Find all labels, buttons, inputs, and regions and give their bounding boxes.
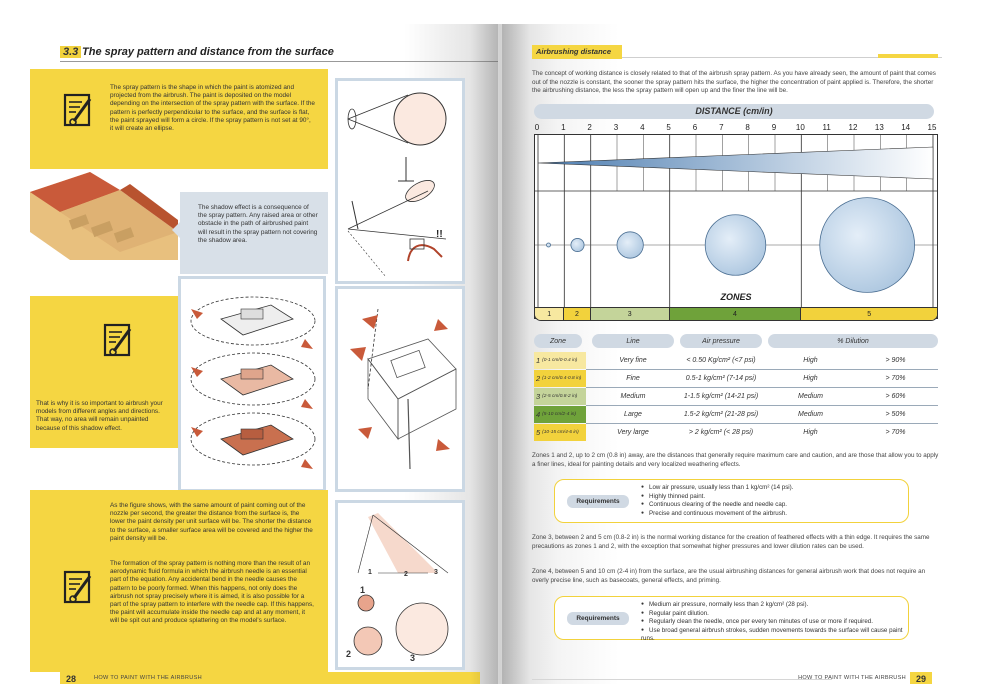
dilution-value-cell: > 70% (885, 375, 906, 382)
list-item: ● Medium air pressure, normally less than 2 kg/cm² (28 psi). (641, 601, 908, 610)
table-row (534, 388, 938, 405)
table-row (534, 406, 938, 423)
dilution-value-cell: > 90% (885, 357, 906, 364)
requirements-label: Requirements (567, 495, 629, 508)
fig-label: 1 (360, 585, 366, 595)
dilution-level-cell: Medium (798, 393, 823, 400)
zone-cell: 3 (2-5 cm/0.8-2 in) (534, 388, 586, 405)
needle-paragraph: The formation of the spray pattern is nothing more than the result of an aerodynamic fluid formula in which the airbrush needle is an essential part of the equation. Any accidental bend in the needle causes the pattern to be poorly formed. When this happens, not only does the airbrush not spray precisely where it is aimed, it is also possible for a part of the spray pattern to interfere with the needle cap. If this happens, the paint will accumulate inside the needle cap and at any moment, it will be spit out and produce splattering on the model's surface. (110, 560, 314, 625)
distance-tick-label: 10 (795, 123, 805, 132)
note-icon (60, 91, 96, 131)
distance-tick-label: 9 (771, 123, 777, 132)
right-footer (798, 672, 932, 684)
requirements-box-1 (554, 479, 909, 523)
zone-cell: 5 (10-15 cm/4-6 in) (534, 424, 586, 441)
zone-cell: 2 (1-2 cm/0.4-0.8 in) (534, 370, 586, 387)
spray-pattern-paragraph: The spray pattern is the shape in which the paint is atomized and projected from the airbrush. The paint is deposited on the model depending on the intersection of the spray pattern with the surface. If the pattern is perfectly perpendicular to the surface, and the surface is flat, the paint sprayed will form a circle. If the spray pattern is not set at 90°, it will create an ellipse. (110, 84, 315, 133)
table-row (534, 424, 938, 441)
table-header-pressure: Air pressure (680, 334, 762, 348)
distance-tick-label: 4 (640, 123, 645, 132)
list-item: ● Low air pressure, usually less than 1 kg/cm² (14 psi). (641, 484, 793, 493)
spray-circle (571, 238, 584, 251)
pressure-cell: < 0.50 Kg/cm² (<7 psi) (686, 357, 756, 364)
line-cell: Very fine (619, 357, 647, 364)
intro-paragraph: The concept of working distance is closely related to that of the airbrush spray pattern. As you have already seen, the amount of paint that comes out of the nozzle is constant, the sooner the spray pattern hits the surface, the higher the concentration of paint applied is. Therefore, the shorter the airbrushing distance, the less the spray pattern will open up and the finer the line will be. (532, 70, 936, 94)
note-icon (100, 321, 136, 361)
distance-tick-label: 6 (692, 123, 698, 132)
zone-cell: 1 (0-1 cm/0-0.4 in) (534, 352, 586, 369)
zones-title: ZONES (720, 292, 752, 302)
text-band-2 (30, 296, 178, 448)
table-header-line: Line (592, 334, 674, 348)
zone-cell: 4 (5-10 cm/2-4 in) (534, 406, 586, 423)
fig-label: 3 (434, 569, 438, 576)
distance-tick-label: 0 (534, 123, 540, 132)
distance-tick-label: 11 (822, 123, 831, 132)
table-row (534, 370, 938, 387)
zone-segment: 2 (564, 308, 590, 320)
left-footer (60, 672, 480, 684)
dilution-value-cell: > 70% (885, 429, 906, 436)
fig-label: 2 (346, 649, 352, 659)
warning-mark: !! (436, 229, 443, 240)
distance-tick-label: 14 (901, 123, 911, 132)
list-item: ● Highly thinned paint. (641, 493, 793, 502)
spray-circle (705, 215, 766, 276)
footer-rule (532, 679, 832, 680)
text-band-3 (30, 490, 328, 672)
top-accent (878, 54, 938, 58)
zone-segment: 5 (801, 308, 937, 320)
distance-tick-label: 1 (561, 123, 566, 132)
model-photo (30, 172, 178, 260)
angles-paragraph: That is why it is so important to airbrush your models from different angles and directions. That way, no area will remain unpainted because of this shadow effect. (36, 400, 163, 432)
density-paragraph: As the figure shows, with the same amount of paint coming out of the nozzle per second, the greater the distance from the surface is, the lower the paint density per unit surface will be. The shorter the distance to the surface, a smaller surface area will be covered and the higher the paint density will be. (110, 502, 313, 542)
pressure-cell: 0.5-1 kg/cm² (7-14 psi) (685, 375, 757, 382)
spray-circle (617, 232, 643, 258)
section-number: 3.3 (60, 46, 81, 58)
distance-tick-label: 2 (587, 123, 592, 132)
spray-cone (538, 147, 933, 179)
text-band-1 (30, 69, 328, 169)
fig-label: 2 (404, 571, 408, 578)
distance-tick-label: 12 (848, 123, 858, 132)
footer-title-left: HOW TO PAINT WITH THE AIRBRUSH (94, 675, 202, 681)
distance-tick-label: 13 (874, 123, 884, 132)
distance-tick-label: 8 (745, 123, 750, 132)
distance-tick-label: 3 (613, 123, 619, 132)
dilution-value-cell: > 60% (885, 393, 906, 400)
distance-title: DISTANCE (cm/in) (695, 106, 773, 116)
dilution-level-cell: High (803, 357, 818, 364)
distance-tick-label: 15 (927, 123, 937, 132)
pressure-cell: 1-1.5 kg/cm² (14-21 psi) (683, 393, 759, 400)
list-item: ● Regular paint dilution. (641, 610, 908, 619)
list-item: ● Regularly clean the needle, once per every ten minutes of use or more if required. (641, 618, 908, 627)
tank-outline-figure (335, 286, 465, 492)
gutter-shadow (470, 24, 530, 684)
zones-1-2-paragraph: Zones 1 and 2, up to 2 cm (0.8 in) away, are the distances that generally require maximum care and caution, and are those that allow you to apply a finer lines, ideal for painting details and very localized weathering effects. (532, 452, 939, 468)
dilution-level-cell: High (803, 375, 818, 382)
spray-circle (547, 243, 551, 247)
line-cell: Very large (617, 429, 649, 436)
left-page (30, 24, 498, 684)
distance-tick-label: 5 (666, 123, 671, 132)
tank-angles-figure (178, 276, 326, 492)
zone-segment: 4 (670, 308, 802, 320)
distance-svg (535, 135, 937, 318)
page-number-left: 28 (66, 674, 77, 684)
dilution-value-cell: > 50% (885, 411, 906, 418)
fig-label: 3 (410, 653, 416, 663)
pressure-cell: 1.5-2 kg/cm² (21-28 psi) (683, 411, 759, 418)
note-icon (60, 568, 96, 608)
shadow-note-box (180, 192, 328, 274)
requirements-box-2 (554, 596, 909, 643)
zone-segment: 1 (535, 308, 564, 320)
table-header-dilution: % Dilution (768, 334, 938, 348)
table-row (534, 352, 938, 369)
dilution-level-cell: Medium (798, 411, 823, 418)
spray-pattern-figure (335, 78, 465, 284)
list-item: ● Precise and continuous movement of the airbrush. (641, 510, 793, 519)
table-header-zone: Zone (534, 334, 582, 348)
fig-label: 1 (368, 569, 372, 576)
pressure-cell: > 2 kg/cm² (< 28 psi) (688, 429, 754, 436)
requirements-label: Requirements (567, 612, 629, 625)
list-item: ● Continuous clearing of the needle and needle cap. (641, 501, 793, 510)
spray-density-figure (335, 500, 465, 670)
section-header (60, 44, 498, 62)
section-title: The spray pattern and distance from the surface (82, 46, 334, 58)
list-item: ● Use broad general airbrush strokes, sudden movements towards the surface will cause paint runs. (641, 627, 908, 644)
requirements-list (641, 601, 908, 644)
spray-circle (820, 198, 915, 293)
line-cell: Medium (620, 393, 646, 400)
distance-ticks (534, 123, 938, 133)
shadow-effect-paragraph: The shadow effect is a consequence of the spray pattern. Any raised area or other obstacle in the path of airbrushed paint will result in the spray pattern not covering the shadow area. (198, 204, 318, 244)
page-number-right: 29 (910, 672, 932, 684)
zone-segment: 3 (591, 308, 670, 320)
zone-3-paragraph: Zone 3, between 2 and 5 cm (0.8-2 in) is the normal working distance for the creation of feathered effects with a thin edge. It requires the same precautions as zones 1 and 2, with the exception that somewhat higher pressures and lower dilution rates can be used. (532, 534, 930, 550)
line-cell: Large (624, 411, 642, 418)
distance-title-bar (534, 104, 934, 119)
requirements-list (641, 484, 793, 518)
footer-title-right: HOW TO PAINT WITH THE AIRBRUSH (798, 675, 906, 681)
zones-bar (534, 307, 938, 321)
subheading: Airbrushing distance (536, 47, 612, 56)
right-page (502, 24, 970, 684)
zone-4-paragraph: Zone 4, between 5 and 10 cm (2-4 in) from the surface, are the usual airbrushing distances for general airbrush work that does not require an overly precise line, such as basecoats, general effects, and priming. (532, 568, 926, 584)
dilution-level-cell: High (803, 429, 818, 436)
distance-tick-label: 7 (719, 123, 724, 132)
subheading-box (532, 45, 622, 59)
line-cell: Fine (626, 375, 640, 382)
shadow-note-arrow (172, 222, 180, 238)
